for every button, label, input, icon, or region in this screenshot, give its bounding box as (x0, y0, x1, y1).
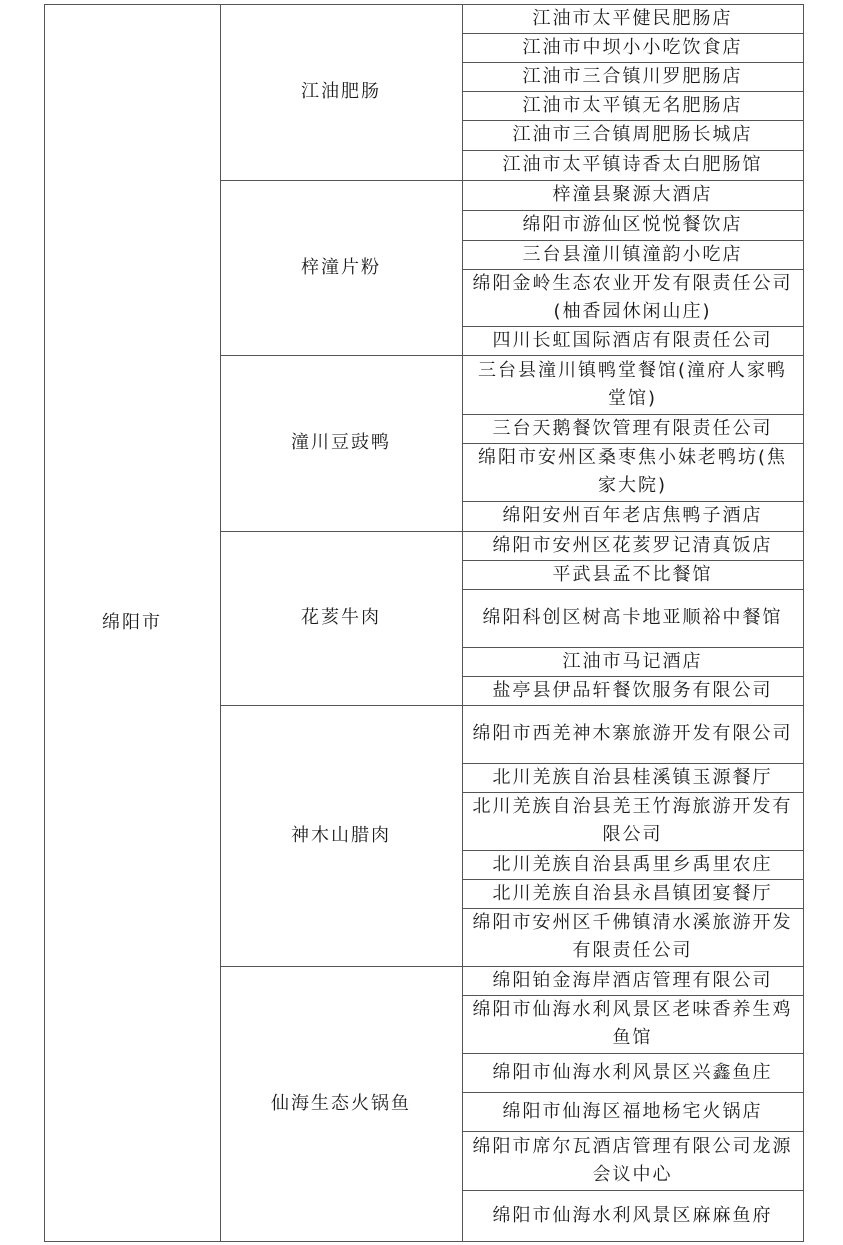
shop-cell: 绵阳市安州区花荄罗记清真饭店 (492, 534, 773, 556)
shop-cell: 绵阳市安州区桑枣焦小妹老鸭坊(焦家大院) (477, 447, 788, 496)
shop-cell: 江油市三合镇周肥肠长城店 (512, 124, 753, 145)
shop-cell: 绵阳铂金海岸酒店管理有限公司 (492, 969, 773, 991)
shop-cell: 绵阳市安州区千佛镇清水溪旅游开发有限责任公司 (472, 912, 793, 961)
shop-cell: 北川羌族自治县桂溪镇玉源餐厅 (492, 766, 773, 788)
dish-cell: 潼川豆豉鸭 (291, 432, 391, 453)
shop-cell: 绵阳科创区树高卡地亚顺裕中餐馆 (482, 607, 783, 628)
shop-cell: 江油市马记酒店 (562, 650, 703, 672)
shop-cell: 江油市中坝小小吃饮食店 (522, 36, 743, 58)
shop-cell: 绵阳安州百年老店焦鸭子酒店 (502, 505, 763, 526)
shop-cell: 江油市太平健民肥肠店 (532, 7, 733, 29)
shop-cell: 绵阳市仙海区福地杨宅火锅店 (502, 1100, 763, 1122)
shop-cell: 江油市太平镇无名肥肠店 (522, 94, 743, 116)
dish-cell: 江油肥肠 (301, 81, 381, 102)
shop-cell: 北川羌族自治县羌王竹海旅游开发有限公司 (472, 796, 793, 845)
shop-cell: 北川羌族自治县禹里乡禹里农庄 (492, 853, 773, 875)
shop-cell: 绵阳金岭生态农业开发有限责任公司(柚香园休闲山庄) (472, 272, 793, 322)
shop-cell: 江油市三合镇川罗肥肠店 (522, 65, 743, 87)
shop-cell: 三台天鹅餐饮管理有限责任公司 (492, 417, 773, 439)
shop-cell: 三台县潼川镇潼韵小吃店 (522, 243, 743, 265)
shop-cell: 江油市太平镇诗香太白肥肠馆 (502, 154, 763, 175)
shop-cell: 平武县孟不比餐馆 (552, 563, 713, 585)
dish-cell: 神木山腊肉 (291, 824, 391, 846)
shop-cell: 梓潼县聚源大酒店 (552, 184, 713, 205)
shop-cell: 三台县潼川镇鸭堂餐馆(潼府人家鸭堂馆) (477, 359, 788, 409)
shop-cell: 盐亭县伊品轩餐饮服务有限公司 (492, 679, 773, 701)
shop-cell: 绵阳市仙海水利风景区麻麻鱼府 (492, 1204, 773, 1226)
shop-cell: 四川长虹国际酒店有限责任公司 (492, 329, 773, 351)
shop-cell: 北川羌族自治县永昌镇团宴餐厅 (492, 882, 773, 904)
shop-cell: 绵阳市仙海水利风景区老味香养生鸡鱼馆 (472, 999, 793, 1048)
shop-cell: 绵阳市游仙区悦悦餐饮店 (522, 214, 743, 235)
dish-cell: 花荄牛肉 (301, 607, 381, 628)
shop-cell: 绵阳市西羌神木寨旅游开发有限公司 (472, 723, 793, 744)
shop-cell: 绵阳市席尔瓦酒店管理有限公司龙源会议中心 (472, 1135, 793, 1185)
dish-cell: 仙海生态火锅鱼 (271, 1092, 411, 1114)
dish-cell: 梓潼片粉 (301, 256, 381, 278)
city-cell: 绵阳市 (102, 611, 162, 633)
shop-cell: 绵阳市仙海水利风景区兴鑫鱼庄 (492, 1061, 773, 1083)
